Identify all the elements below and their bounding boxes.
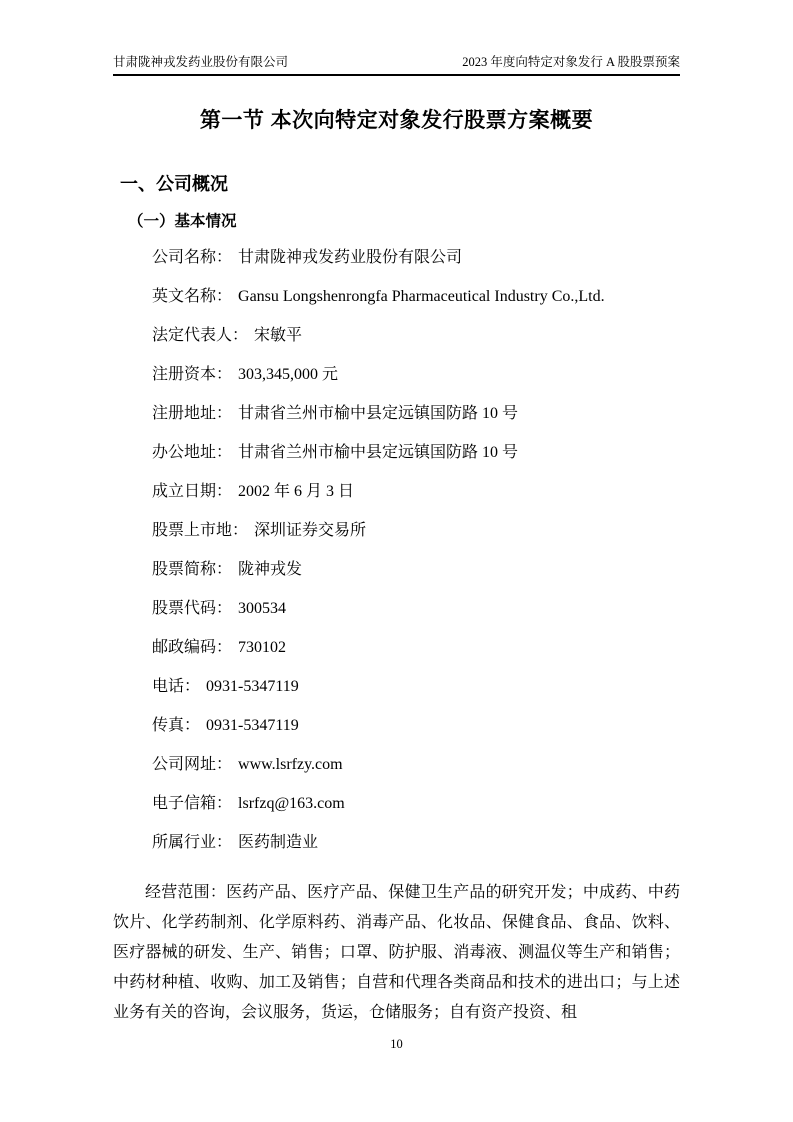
info-value: 303,345,000 元 (238, 366, 339, 383)
info-value: 甘肃省兰州市榆中县定远镇国防路 10 号 (238, 444, 519, 461)
info-value: lsrfzq@163.com (238, 795, 345, 812)
info-value: 甘肃陇神戎发药业股份有限公司 (238, 249, 463, 266)
info-label: 法定代表人： (152, 327, 249, 344)
info-label: 邮政编码： (152, 639, 233, 656)
info-label: 电话： (152, 678, 201, 695)
info-row (152, 248, 680, 268)
info-label: 所属行业： (152, 834, 233, 851)
info-label: 股票代码： (152, 600, 233, 617)
page-header (113, 54, 680, 76)
info-row (152, 443, 680, 463)
info-label: 电子信箱： (152, 795, 233, 812)
info-label: 注册地址： (152, 405, 233, 422)
section-heading-company-overview: 一、公司概况 (120, 174, 228, 194)
info-row (152, 326, 680, 346)
info-value: 2002 年 6 月 3 日 (238, 483, 355, 500)
info-label: 英文名称： (152, 288, 233, 305)
info-row (152, 833, 680, 853)
info-value: 0931-5347119 (206, 678, 299, 695)
info-label: 成立日期： (152, 483, 233, 500)
info-value: 甘肃省兰州市榆中县定远镇国防路 10 号 (238, 405, 519, 422)
info-label: 注册资本： (152, 366, 233, 383)
info-row (152, 755, 680, 775)
info-label: 股票上市地： (152, 522, 249, 539)
info-row (152, 365, 680, 385)
info-row (152, 716, 680, 736)
chapter-title: 第一节 本次向特定对象发行股票方案概要 (199, 109, 594, 132)
info-row (152, 794, 680, 814)
info-row (152, 638, 680, 658)
info-label: 股票简称： (152, 561, 233, 578)
info-value: www.lsrfzy.com (238, 756, 343, 773)
info-row (152, 521, 680, 541)
info-value: 陇神戎发 (238, 561, 303, 578)
info-value: 医药制造业 (238, 834, 319, 851)
info-row (152, 677, 680, 697)
info-label: 公司名称： (152, 249, 233, 266)
info-row (152, 404, 680, 424)
info-row (152, 560, 680, 580)
header-document-title: 2023 年度向特定对象发行 A 股股票预案 (462, 55, 680, 69)
info-row (152, 599, 680, 619)
info-value: 0931-5347119 (206, 717, 299, 734)
info-value: Gansu Longshenrongfa Pharmaceutical Industry Co.,Ltd. (238, 288, 605, 305)
info-label: 办公地址： (152, 444, 233, 461)
info-row (152, 482, 680, 502)
info-value: 300534 (238, 600, 287, 617)
company-info-list (113, 248, 680, 853)
info-value: 深圳证券交易所 (254, 522, 367, 539)
info-label: 传真： (152, 717, 201, 734)
info-value: 730102 (238, 639, 287, 656)
info-row (152, 287, 680, 307)
page-number: 10 (390, 1037, 403, 1051)
header-company-name: 甘肃陇神戎发药业股份有限公司 (113, 55, 289, 69)
subsection-heading-basic-info: （一）基本情况 (128, 213, 237, 230)
info-value: 宋敏平 (254, 327, 303, 344)
business-scope-paragraph: 经营范围：医药产品、医疗产品、保健卫生产品的研究开发；中成药、中药饮片、化学药制剂、化学原料药、消毒产品、化妆品、保健食品、食品、饮料、医疗器械的研发、生产、销售；口罩、防护服、消毒液、测温仪等生产和销售；中药材种植、收购、加工及销售；自营和代理各类商品和技术的进出口；与上述业务有关的咨询，会议服务，货运，仓储服务；自有资产投资、租 (113, 884, 680, 1021)
info-label: 公司网址： (152, 756, 233, 773)
